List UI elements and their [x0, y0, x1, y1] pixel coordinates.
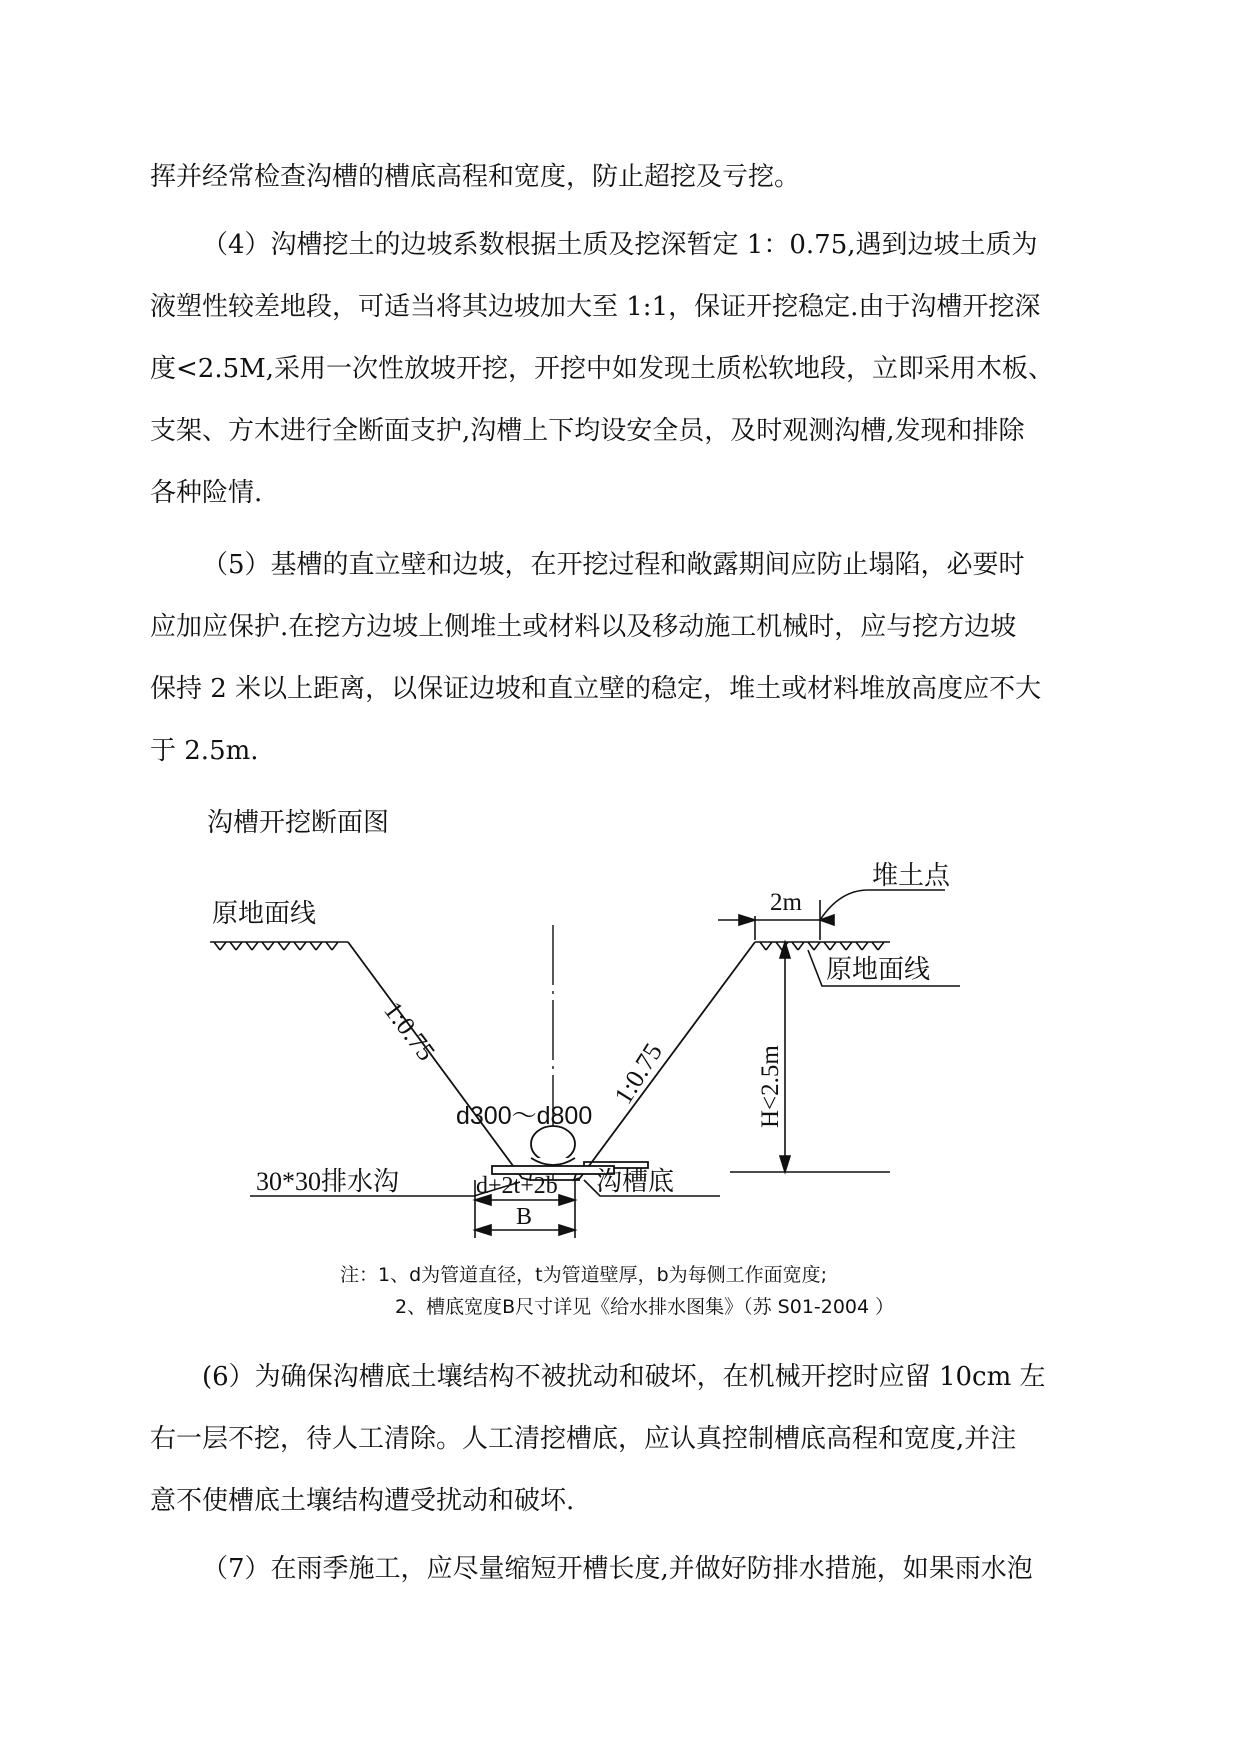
text-line: 保持 2 米以上距离，以保证边坡和直立壁的稳定，堆土或材料堆放高度应不大 [150, 674, 1042, 704]
paragraph-6 [150, 1346, 1122, 1532]
figure-caption: 沟槽开挖断面图 [207, 808, 390, 838]
trench-section-diagram [200, 860, 1020, 1240]
ground-left [210, 942, 348, 950]
text-line: 应加应保护.在挖方边坡上侧堆土或材料以及移动施工机械时，应与挖方边坡 [150, 612, 1017, 642]
text-line: 度<2.5M,采用一次性放坡开挖，开挖中如发现土质松软地段，立即采用木板、 [150, 354, 1055, 384]
text-line: （7）在雨季施工，应尽量缩短开槽长度,并做好防排水措施，如果雨水泡 [202, 1554, 1033, 1584]
spoil-distance-dimension [718, 890, 945, 940]
slope-label-right: 1:0.75 [608, 1038, 668, 1110]
text-line: （5）基槽的直立壁和边坡，在开挖过程和敞露期间应防止塌陷，必要时 [202, 550, 1025, 580]
text-line: 各种险情. [150, 478, 263, 508]
spoil-point-label: 堆土点 [872, 861, 951, 890]
ground-line-label-right: 原地面线 [826, 955, 931, 984]
paragraph-4 [150, 214, 1122, 524]
spoil-distance-label: 2m [770, 889, 802, 916]
text-line: 支架、方木进行全断面支护,沟槽上下均设安全员，及时观测沟槽,发现和排除 [150, 416, 1025, 446]
ground-line-label-left: 原地面线 [212, 899, 317, 928]
pipe-size-label: d300～d800 [456, 1102, 593, 1130]
text-line: （4）沟槽挖土的边坡系数根据土质及挖深暂定 1：0.75,遇到边坡土质为 [202, 230, 1038, 260]
figure-note-1: 注：1、d为管道直径，t为管道壁厚，b为每侧工作面宽度; [340, 1264, 828, 1286]
text-line: 挥并经常检查沟槽的槽底高程和宽度，防止超挖及亏挖。 [150, 162, 801, 192]
slope-label-left: 1:0.75 [378, 996, 441, 1067]
depth-label: H<2.5m [757, 1045, 784, 1128]
figure-note-2: 2、槽底宽度B尺寸详见《给水排水图集》（苏 S01-2004 ） [395, 1296, 895, 1318]
text-line: 于 2.5m. [150, 736, 259, 766]
bottom-width-formula: d+2t+2b [476, 1173, 558, 1199]
paragraph-5 [150, 534, 1122, 782]
paragraph-continued [150, 146, 1122, 208]
text-line: 液塑性较差地段，可适当将其边坡加大至 1:1，保证开挖稳定.由于沟槽开挖深 [150, 292, 1041, 322]
text-line: 意不使槽底土壤结构遭受扰动和破坏. [150, 1486, 575, 1516]
text-line: 右一层不挖，待人工清除。人工清挖槽底，应认真控制槽底高程和宽度,并注 [150, 1424, 1017, 1454]
text-line: (6）为确保沟槽底土壤结构不被扰动和破坏，在机械开挖时应留 10cm 左 [202, 1362, 1046, 1392]
drain-ditch-label: 30*30排水沟 [256, 1167, 400, 1196]
bottom-width-symbol: B [516, 1204, 533, 1230]
paragraph-7 [150, 1538, 1122, 1600]
trench-bottom-label: 沟槽底 [596, 1167, 675, 1196]
